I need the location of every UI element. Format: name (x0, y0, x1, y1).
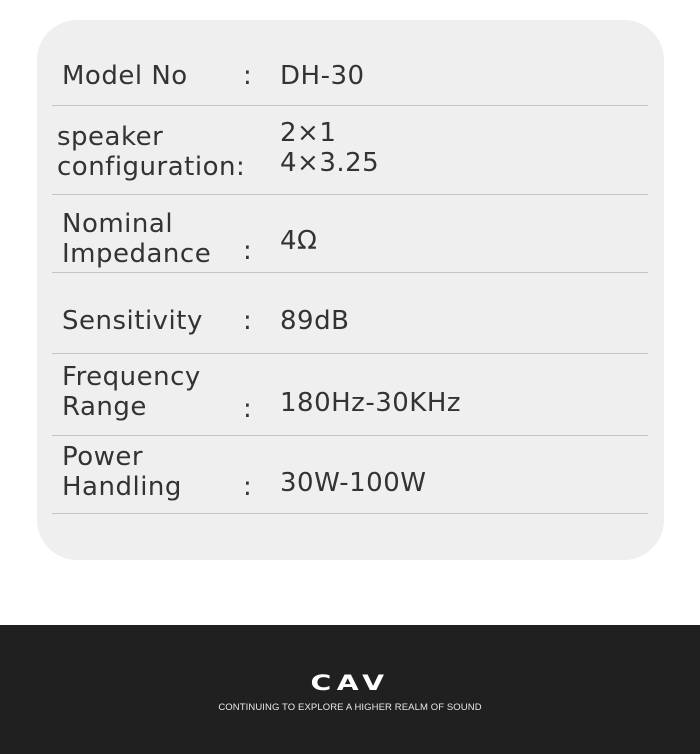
brand-logo: CAV (310, 671, 390, 695)
spec-label-speaker-configuration: speaker configuration: (57, 122, 246, 182)
spec-separator: : (243, 306, 253, 336)
spec-row-frequency-range (52, 362, 648, 428)
spec-row-sensitivity (52, 303, 648, 343)
spec-value-speaker-configuration: 2×1 4×3.25 (280, 118, 380, 178)
spec-value-model-no: DH-30 (280, 61, 365, 91)
row-divider (52, 513, 648, 514)
spec-row-model-no (52, 58, 648, 98)
row-divider (52, 272, 648, 273)
spec-label-sensitivity: Sensitivity (62, 306, 203, 336)
spec-label-nominal-impedance: Nominal Impedance (62, 209, 212, 269)
spec-value-nominal-impedance: 4Ω (280, 226, 318, 256)
spec-row-nominal-impedance (52, 206, 648, 268)
spec-value-power-handling: 30W-100W (280, 468, 427, 498)
brand-tagline: CONTINUING TO EXPLORE A HIGHER REALM OF SOUND (218, 702, 482, 713)
spec-separator: : (243, 472, 253, 502)
spec-value-frequency-range: 180Hz-30KHz (280, 388, 462, 418)
spec-separator: : (243, 61, 253, 91)
spec-separator: : (243, 394, 253, 424)
row-divider (52, 435, 648, 436)
spec-label-model-no: Model No (62, 61, 188, 91)
spec-label-frequency-range: Frequency Range (62, 362, 201, 422)
row-divider (52, 194, 648, 195)
spec-value-sensitivity: 89dB (280, 306, 350, 336)
row-divider (52, 353, 648, 354)
spec-separator: : (243, 236, 253, 266)
spec-label-power-handling: Power Handling (62, 442, 182, 502)
row-divider (52, 105, 648, 106)
spec-row-power-handling (52, 442, 648, 508)
spec-row-speaker-configuration (52, 118, 648, 188)
brand-footer (0, 625, 700, 754)
